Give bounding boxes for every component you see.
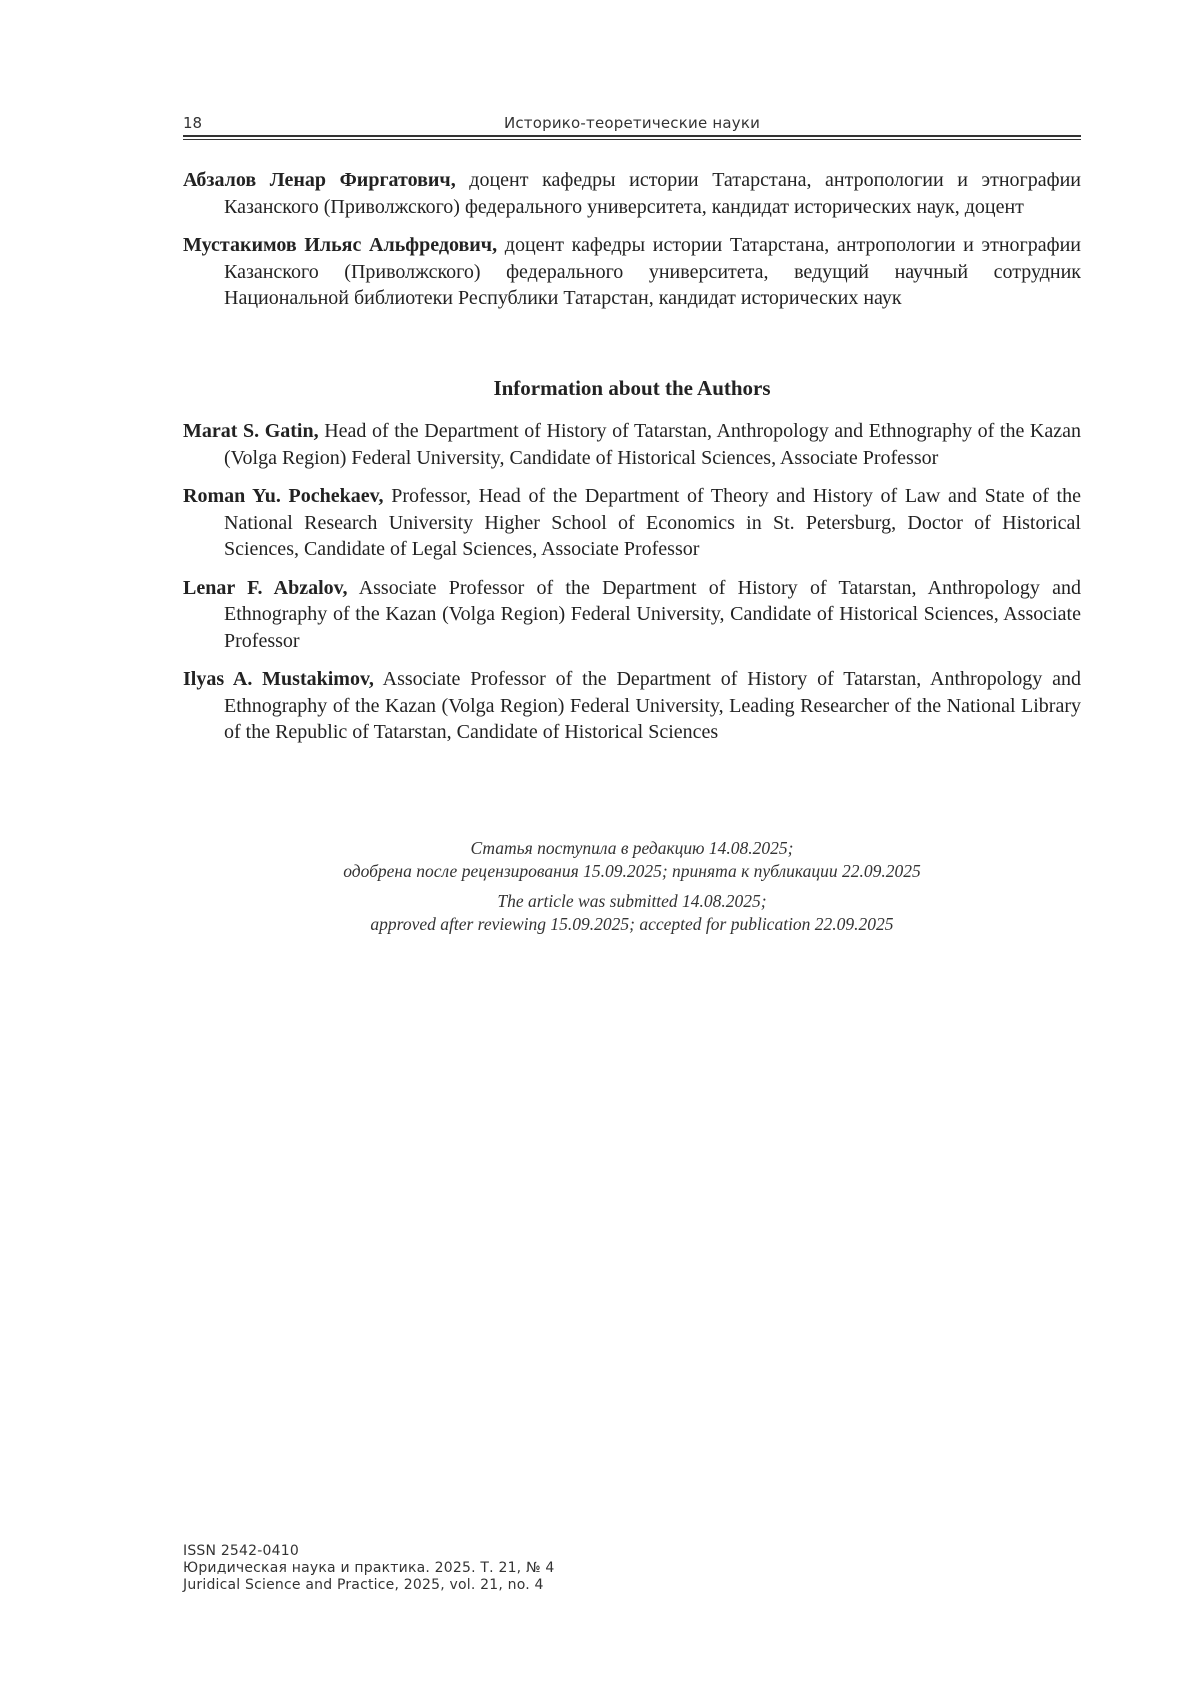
author-name: Абзалов Ленар Фиргатович, [183,169,456,191]
page-number: 18 [183,114,203,132]
header-rule-thick [183,135,1081,137]
article-dates [183,837,1081,943]
author-name: Ilyas A. Mustakimov, [183,668,374,690]
author-entry-ru [183,167,1081,220]
author-description: доцент кафедры истории Татарстана, антропологии и этнографии Казанского (Приволжского) федерального университета, кандидат исторических наук, доцент [224,169,1082,218]
author-name: Roman Yu. Pochekaev, [183,485,384,507]
author-entry-ru [183,232,1081,312]
journal-citation-ru: Юридическая наука и практика. 2025. Т. 21, № 4 [183,1560,555,1576]
date-line: The article was submitted 14.08.2025; [497,891,767,911]
running-header [183,112,1081,136]
author-name: Lenar F. Abzalov, [183,576,348,599]
author-description: Associate Professor of the Department of History of Tatarstan, Anthropology and Ethnography of the Kazan (Volga Region) Federal University, Leading Researcher of the National Library of the Republic of Tatarstan, Candidate of Historical Sciences [224,668,1081,743]
running-title: Историко-теоретические науки [503,114,761,132]
authors-ru-section [183,167,1081,324]
author-name: Мустакимов Ильяс Альфредович, [183,234,498,256]
author-entry-en [183,575,1081,655]
authors-en-section [183,418,1081,758]
author-description: Head of the Department of History of Tatarstan, Anthropology and Ethnography of the Kazan (Volga Region) Federal University, Candidate of Historical Sciences, Associate Professor [224,420,1081,469]
journal-citation-en: Juridical Science and Practice, 2025, vol. 21, no. 4 [183,1577,544,1593]
page-footer [183,1543,555,1594]
date-line: Статья поступила в редакцию 14.08.2025; [470,838,794,858]
author-entry-en [183,483,1081,563]
issn: ISSN 2542-0410 [183,1543,299,1559]
author-description: Professor, Head of the Department of Theory and History of Law and State of the National Research University Higher School of Economics in St. Petersburg, Doctor of Historical Sciences, Candidate of Legal Sciences, Associate Professor [224,485,1081,560]
author-entry-en [183,418,1081,471]
header-rule-thin [183,139,1081,140]
dates-ru [183,837,1081,883]
date-line: одобрена после рецензирования 15.09.2025; принята к публикации 22.09.2025 [343,861,921,881]
author-entry-en [183,666,1081,746]
date-line: approved after reviewing 15.09.2025; accepted for publication 22.09.2025 [370,914,894,934]
author-name: Marat S. Gatin, [183,420,319,442]
author-description: доцент кафедры истории Татарстана, антропологии и этнографии Казанского (Приволжского) федерального университета, ведущий научный сотрудник Национальной библиотеки Республики Татарстан, кандидат исторических наук [224,234,1081,309]
dates-en [183,890,1081,936]
author-description: Associate Professor of the Department of History of Tatarstan, Anthropology and Ethnography of the Kazan (Volga Region) Federal University, Candidate of Historical Sciences, Associate Professor [224,576,1082,652]
authors-info-heading: Information about the Authors [493,376,771,400]
